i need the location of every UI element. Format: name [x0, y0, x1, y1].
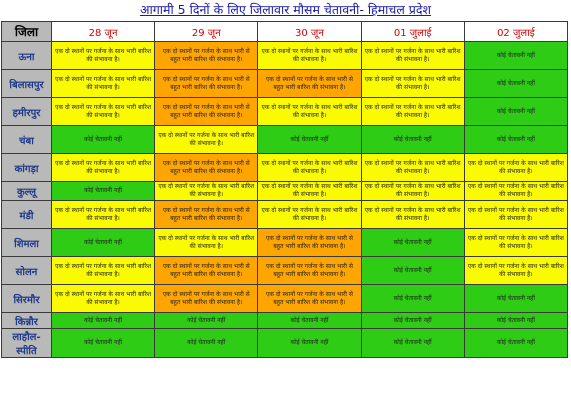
warning-cell: एक दो स्थानों पर गर्जना के साथ भारी बारिश की संभावना है।	[155, 126, 258, 154]
warning-cell: एक दो स्थानों पर गर्जना के साथ भारी बारिश की संभावना है।	[52, 70, 155, 98]
warning-cell: कोई चेतावनी नहीं	[464, 313, 567, 329]
date-header: 30 जून	[258, 22, 361, 42]
table-row	[2, 229, 568, 257]
table-row	[2, 329, 568, 358]
warning-cell: कोई चेतावनी नहीं	[52, 313, 155, 329]
warning-cell: एक दो स्थानों पर गर्जना के साथ भारी बारिश की संभावना है।	[52, 98, 155, 126]
table-row	[2, 182, 568, 201]
warning-cell: एक दो स्थानों पर गर्जना के साथ भारी बारिश की संभावना है।	[464, 182, 567, 201]
table-row	[2, 70, 568, 98]
district-name: सिरमौर	[2, 285, 52, 313]
warning-cell: एक दो स्थानों पर गर्जना के साथ भारी से बहुत भारी बारिश की संभावना है।	[258, 257, 361, 285]
warning-cell: कोई चेतावनी नहीं	[464, 42, 567, 70]
warning-cell: कोई चेतावनी नहीं	[464, 98, 567, 126]
warning-cell: एक दो स्थानों पर गर्जना के साथ भारी से बहुत भारी बारिश की संभावना है।	[155, 42, 258, 70]
district-name: चंबा	[2, 126, 52, 154]
table-row	[2, 285, 568, 313]
warning-cell: कोई चेतावनी नहीं	[258, 313, 361, 329]
warning-cell: एक दो स्थानों पर गर्जना के साथ भारी बारिश की संभावना है।	[52, 201, 155, 229]
warning-cell: एक दो स्थानों पर गर्जना के साथ भारी से बहुत भारी बारिश की संभावना है।	[258, 229, 361, 257]
warning-cell: कोई चेतावनी नहीं	[361, 329, 464, 358]
table-body	[2, 42, 568, 358]
district-name: सोलन	[2, 257, 52, 285]
table-row	[2, 126, 568, 154]
warning-cell: एक दो स्थानों पर गर्जना के साथ भारी से बहुत भारी बारिश की संभावना है।	[155, 98, 258, 126]
district-name: कुल्लू	[2, 182, 52, 201]
warning-cell: एक दो स्थानों पर गर्जना के साथ भारी बारिश की संभावना है।	[52, 42, 155, 70]
table-row	[2, 201, 568, 229]
district-name: ऊना	[2, 42, 52, 70]
header-row	[2, 22, 568, 42]
district-name: मंडी	[2, 201, 52, 229]
warning-cell: एक दो स्थानों पर गर्जना के साथ भारी से बहुत भारी बारिश की संभावना है।	[258, 70, 361, 98]
warning-cell: कोई चेतावनी नहीं	[52, 229, 155, 257]
warning-cell: एक दो स्थानों पर गर्जना के साथ भारी से बहुत भारी बारिश की संभावना है।	[258, 285, 361, 313]
warning-cell: एक दो स्थानों पर गर्जना के साथ भारी से बहुत भारी बारिश की संभावना है।	[155, 257, 258, 285]
warning-cell: कोई चेतावनी नहीं	[52, 182, 155, 201]
warning-cell: एक दो स्थानों पर गर्जना के साथ भारी बारिश की संभावना है।	[52, 285, 155, 313]
warning-cell: एक दो स्थानों पर गर्जना के साथ भारी बारिश की संभावना है।	[464, 257, 567, 285]
date-header: 28 जून	[52, 22, 155, 42]
warning-cell: कोई चेतावनी नहीं	[52, 329, 155, 358]
warning-cell: एक दो स्थानों पर गर्जना के साथ भारी बारिश की संभावना है।	[155, 182, 258, 201]
warning-cell: कोई चेतावनी नहीं	[464, 329, 567, 358]
district-name: हमीरपुर	[2, 98, 52, 126]
warning-cell: एक दो स्थानों पर गर्जना के साथ भारी बारिश की संभावना है।	[361, 201, 464, 229]
warning-cell: कोई चेतावनी नहीं	[155, 313, 258, 329]
warning-cell: कोई चेतावनी नहीं	[464, 70, 567, 98]
district-name: शिमला	[2, 229, 52, 257]
date-header: 02 जुलाई	[464, 22, 567, 42]
date-header: 29 जून	[155, 22, 258, 42]
warning-cell: कोई चेतावनी नहीं	[258, 329, 361, 358]
date-header: 01 जुलाई	[361, 22, 464, 42]
warning-cell: कोई चेतावनी नहीं	[258, 126, 361, 154]
warning-cell: कोई चेतावनी नहीं	[361, 285, 464, 313]
warning-cell: एक दो स्थानों पर गर्जना के साथ भारी से बहुत भारी बारिश की संभावना है।	[155, 154, 258, 182]
district-name: बिलासपुर	[2, 70, 52, 98]
warning-cell: एक दो स्थानों पर गर्जना के साथ भारी बारिश की संभावना है।	[258, 98, 361, 126]
district-name: कांगड़ा	[2, 154, 52, 182]
warning-cell: एक दो स्थानों पर गर्जना के साथ भारी बारिश की संभावना है।	[361, 42, 464, 70]
table-row	[2, 98, 568, 126]
warning-cell: कोई चेतावनी नहीं	[361, 257, 464, 285]
warning-cell: एक दो स्थानों पर गर्जना के साथ भारी से बहुत भारी बारिश की संभावना है।	[155, 201, 258, 229]
warning-cell: एक दो स्थानों पर गर्जना के साथ भारी बारिश की संभावना है।	[464, 154, 567, 182]
warning-cell: कोई चेतावनी नहीं	[464, 126, 567, 154]
warning-cell: एक दो स्थानों पर गर्जना के साथ भारी बारिश की संभावना है।	[464, 201, 567, 229]
table-row	[2, 313, 568, 329]
warning-cell: एक दो स्थानों पर गर्जना के साथ भारी बारिश की संभावना है।	[361, 154, 464, 182]
warning-table	[1, 21, 568, 358]
warning-cell: कोई चेतावनी नहीं	[464, 285, 567, 313]
warning-cell: एक दो स्थानों पर गर्जना के साथ भारी बारिश की संभावना है।	[361, 98, 464, 126]
warning-cell: एक दो स्थानों पर गर्जना के साथ भारी बारिश की संभावना है।	[155, 229, 258, 257]
table-row	[2, 154, 568, 182]
warning-cell: एक दो स्थानों पर गर्जना के साथ भारी बारिश की संभावना है।	[52, 154, 155, 182]
warning-cell: एक दो स्थानों पर गर्जना के साथ भारी से बहुत भारी बारिश की संभावना है।	[155, 70, 258, 98]
page-title: आगामी 5 दिनों के लिए जिलावार मौसम चेतावनी- हिमाचल प्रदेश	[139, 2, 432, 17]
warning-cell: एक दो स्थानों पर गर्जना के साथ भारी बारिश की संभावना है।	[258, 201, 361, 229]
warning-cell: कोई चेतावनी नहीं	[155, 329, 258, 358]
warning-cell: कोई चेतावनी नहीं	[361, 229, 464, 257]
warning-cell: एक दो स्थानों पर गर्जना के साथ भारी बारिश की संभावना है।	[361, 182, 464, 201]
warning-cell: कोई चेतावनी नहीं	[361, 126, 464, 154]
warning-cell: एक दो स्थानों पर गर्जना के साथ भारी बारिश की संभावना है।	[464, 229, 567, 257]
warning-cell: कोई चेतावनी नहीं	[361, 313, 464, 329]
warning-cell: एक दो स्थानों पर गर्जना के साथ भारी से बहुत भारी बारिश की संभावना है।	[155, 285, 258, 313]
warning-cell: कोई चेतावनी नहीं	[52, 126, 155, 154]
district-name: लाहौल-स्पीति	[2, 329, 52, 358]
warning-cell: एक दो स्थानों पर गर्जना के साथ भारी बारिश की संभावना है।	[52, 257, 155, 285]
warning-cell: एक दो स्थानों पर गर्जना के साथ भारी बारिश की संभावना है।	[258, 182, 361, 201]
table-row	[2, 257, 568, 285]
warning-cell: एक दो स्थानों पर गर्जना के साथ भारी बारिश की संभावना है।	[361, 70, 464, 98]
warning-cell: एक दो स्थानों पर गर्जना के साथ भारी बारिश की संभावना है।	[258, 42, 361, 70]
warning-cell: एक दो स्थानों पर गर्जना के साथ भारी बारिश की संभावना है।	[258, 154, 361, 182]
table-header	[2, 22, 568, 42]
district-column-header: जिला	[2, 22, 52, 42]
district-name: किन्नौर	[2, 313, 52, 329]
table-row	[2, 42, 568, 70]
